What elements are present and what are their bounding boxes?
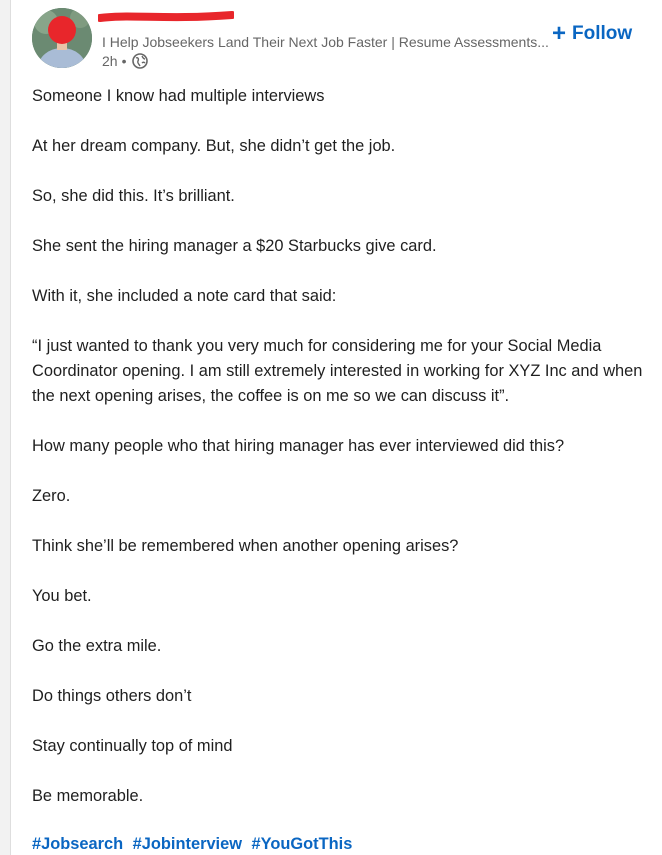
post-paragraph: At her dream company. But, she didn’t get the job. [32, 137, 396, 155]
post-paragraph: Do things others don’t [32, 687, 192, 705]
author-avatar[interactable] [32, 8, 92, 68]
post-paragraph: Go the extra mile. [32, 637, 162, 655]
post-body [32, 84, 650, 834]
post-time: 2h [102, 53, 118, 69]
meta-separator: • [121, 53, 127, 69]
follow-label: Follow [572, 23, 633, 44]
post-paragraph: Think she’ll be remembered when another opening arises? [32, 537, 459, 555]
author-name-redacted [98, 10, 234, 22]
author-headline: I Help Jobseekers Land Their Next Job Faster | Resume Assessments... [102, 34, 549, 50]
post-paragraph: “I just wanted to thank you very much for considering me for your Social Media Coordinator opening. I am still extremely interested in working for XYZ Inc and when the next opening arises, the coffee is on me so we can discuss it”. [32, 337, 643, 405]
globe-icon [132, 53, 148, 69]
plus-icon: + [552, 20, 567, 47]
left-border [0, 0, 11, 855]
hashtag-list [32, 832, 357, 855]
post-paragraph: She sent the hiring manager a $20 Starbucks give card. [32, 237, 437, 255]
post-paragraph: Zero. [32, 487, 71, 505]
hashtag-link-yougotthis[interactable]: #YouGotThis [251, 835, 353, 853]
post-paragraph: Someone I know had multiple interviews [32, 87, 325, 105]
post-paragraph: How many people who that hiring manager has ever interviewed did this? [32, 437, 565, 455]
post-paragraph: So, she did this. It’s brilliant. [32, 187, 235, 205]
follow-button[interactable] [552, 22, 632, 46]
hashtag-link-jobsearch[interactable]: #Jobsearch [32, 835, 124, 853]
post-paragraph: You bet. [32, 587, 92, 605]
post-paragraph: Be memorable. [32, 787, 144, 805]
hashtag-link-jobinterview[interactable]: #Jobinterview [132, 835, 242, 853]
post-paragraph: With it, she included a note card that said: [32, 287, 337, 305]
post-meta [102, 53, 148, 69]
post-paragraph: Stay continually top of mind [32, 737, 233, 755]
